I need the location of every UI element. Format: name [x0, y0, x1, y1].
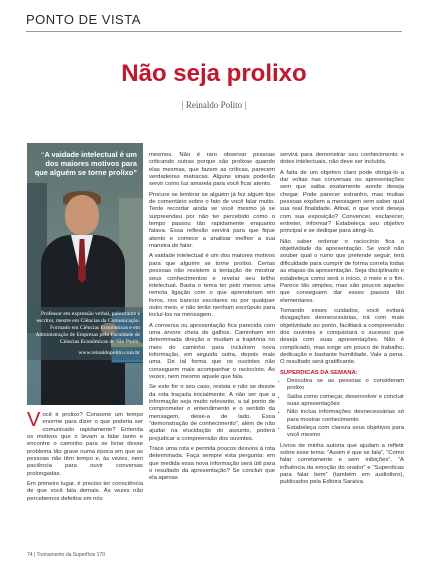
- article-column-3: [280, 152, 404, 490]
- tips-list: [280, 378, 404, 440]
- tips-list-item: • Não inclua informações desnecessárias só para mostrar conhecimento: [287, 409, 404, 424]
- tips-subheading: SUPERDICAS DA SEMANA:: [280, 369, 358, 376]
- paragraph-text: ocê é prolixo? Consome um tempo enorme para dizer o que poderia ser comunicado rapidamente? Entenda os motivos que o levam a falar tanto e encontre o caminho para se livrar desse problema tão grave numa época em que as pessoas não têm tempo e, às vezes, nem paciência para ouvir conversas prolongadas.: [27, 412, 143, 477]
- article-column-2: [149, 152, 275, 486]
- article-paragraph: A falta de um objetivo claro pode obrigá-lo a dar voltas nas conversas ou apresentações sem que saiba exatamente aonde deseja chegar. Pode parecer estranho, mas muitas pessoas expõem a mensagem sem saber qual sua real finalidade. Afinal, o que você deseja com sua exposição? Convencer, esclarecer, entreter, informar? Estabeleça seu objetivo principal e se dedique para atingi-lo.: [280, 169, 404, 235]
- drop-cap: V: [27, 409, 41, 431]
- article-paragraph: Não saber ordenar o raciocínio fica a objetividade da apresentação. Se você não souber qual o rumo que pretende seguir, terá dificuldade para cumprir de forma correta todas as etapas da apresentação. Seja disciplinado e estabeleça como será o início, o meio e o fim. Parece tão simples, mas são poucos aqueles que conseguem dar esses passos tão elementares.: [280, 238, 404, 304]
- article-paragraph: Se este for o seu caso, resista e não se desvie da rota traçada inicialmente. A não ser que a informação seja muito relevante, a tal ponto de comprometer o entendimento e o sentido da mensagem, deixe-a de lado. Essa “demonstração de conhecimento”, além de não ajudar na elucidação do assunto, poderá prejudicar a compreensão dos ouvintes.: [149, 384, 275, 442]
- article-paragraph: A conversa ou apresentação fica parecida com uma árvore cheia de galhos. Caminham em determinada direção e mudam a trajetória no meio do caminho para incluírem nova informação, em seguida outra, depois mais uma. De tal forma que os ouvintes não conseguem mais acompanhar o raciocínio. Às vezes, nem mesmo aquele que fala.: [149, 322, 275, 380]
- article-paragraph: Procure se lembrar se alguém já fez algum tipo de comentário sobre o fato de você falar muito. Tente recordar ainda se você mesmo já se surpreendeu por não ter percebido como o tempo passou tão rapidamente enquanto falava. Essa reflexão servirá para que fique atento e comece a analisar melhor a sua maneira de falar.: [149, 191, 275, 250]
- article-paragraph: Trace uma rota e permita poucos desvios à rota determinada. Faça sempre esta pergunta: em que medida essa nova informação será útil para o resultado da apresentação? Se concluir que ela apenas: [149, 446, 275, 482]
- author-bio: [27, 307, 143, 360]
- author-bio-text: Professor em expressão verbal, palestrante e escritor, mestre em Ciências da Comunicação. Formado em Ciências Econômicas e em Administração de Empresas pela Faculdade de Ciências Econômicas de São Paulo.: [35, 311, 140, 345]
- pull-quote-text: A vaidade intelectual é um dos maiores motivos para que alguém se torne prolixo”: [34, 150, 137, 177]
- quote-open-mark: “: [40, 150, 45, 159]
- article-title: Não seja prolixo: [121, 60, 307, 87]
- page-footer: 74 | Treinamento da Superfície 170: [27, 552, 106, 558]
- pull-quote: [33, 150, 137, 177]
- tips-list-item: • Estabeleça com clareza seus objetivos para você mesmo: [287, 425, 404, 440]
- tips-list-item: • Descubra se as pessoas o consideram prolixo: [287, 378, 404, 393]
- tips-list-item: • Saiba como começar, desenvolver e concluir suas apresentações: [287, 394, 404, 409]
- author-website-link[interactable]: www.reinaldopolito.com.br: [78, 349, 140, 356]
- article-paragraph: servirá para demonstrar seu conhecimento e dotes intelectuais, não deve ser incluída.: [280, 152, 404, 166]
- article-paragraph: Em primeiro lugar, é preciso ter consciência de que você fala demais. Às vezes não percebemos defeitos em nós: [27, 481, 143, 502]
- article-paragraph: A vaidade intelectual é um dos maiores motivos para que alguém se torne prolixo. Certas pessoas não resistem à tentação de mostrar seus conhecimentos e revelar seu brilho intelectual. Basta o tema ter pelo menos uma remota ligação com o que aprenderam em livros, nos bancos escolares ou por qualquer outro meio, e não terão nenhum escrúpulo para incluí-los na mensagem.: [149, 253, 275, 319]
- section-title: PONTO DE VISTA: [26, 12, 141, 27]
- article-paragraph: Livros de minha autoria que ajudam a refletir sobre esse tema: “Assim é que se fala”, “Como falar corretamente e sem inibições”, “A influência da emoção do orador” e “Superdicas para falar bem” (também em audiolivro), publicados pela Editora Saraiva.: [280, 442, 404, 486]
- article-paragraph: [27, 409, 143, 478]
- article-paragraph: mesmos. Não é raro observar pessoas criticando outras porque são prolixas quando elas mesmas, que fazem as críticas, parecem verdadeiras matracas. Alguns sinais poderão servir como luz amarela para você ficar atento.: [149, 152, 275, 188]
- author-byline: | Reinaldo Polito |: [181, 100, 247, 110]
- article-paragraph: Tomando esses cuidados, você evitará divagações desnecessárias, irá com mais objetividade ao ponto, facilitará a compreensão dos ouvintes e conquistará o sucesso que deseja com suas apresentações. Não é complicado, mas exige um pouco de trabalho, dedicação e bastante humildade. Vale a pena. O resultado será gratificante.: [280, 307, 404, 366]
- section-divider: [26, 31, 402, 32]
- author-photo: [27, 143, 143, 405]
- article-column-1: [27, 409, 143, 506]
- photo-head: [65, 195, 99, 235]
